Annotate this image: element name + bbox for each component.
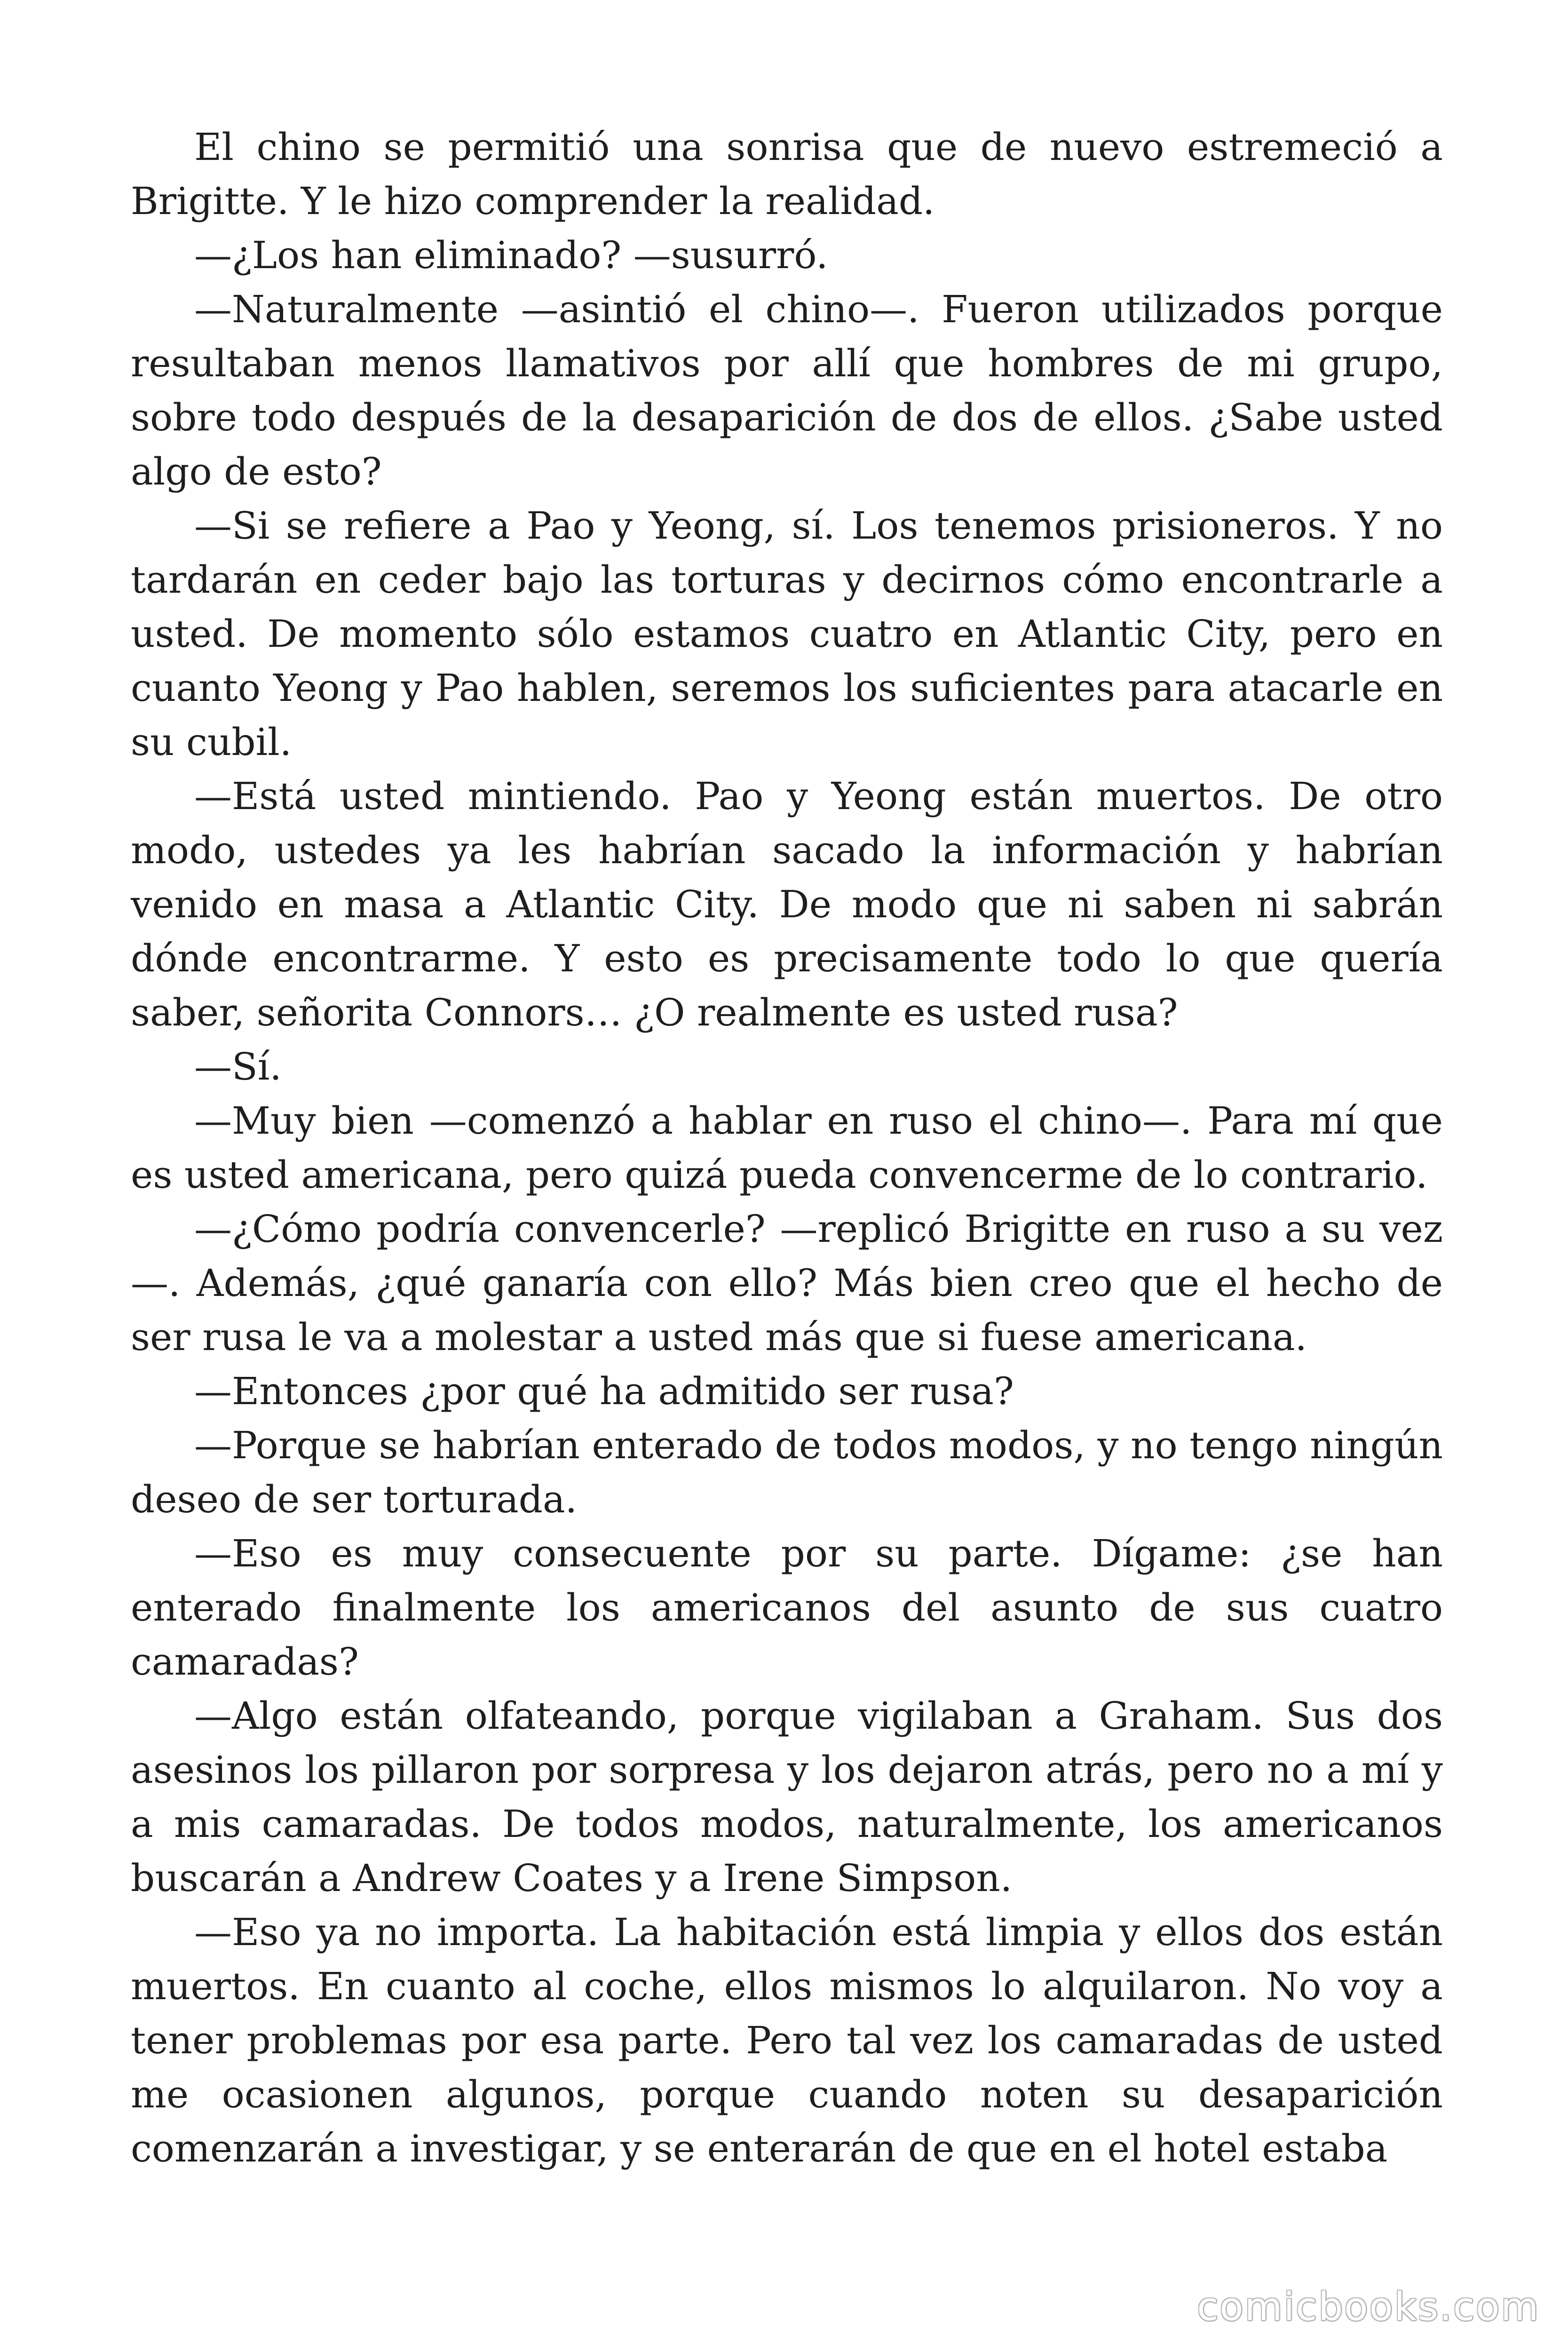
- paragraph: —Muy bien —comenzó a hablar en ruso el chino—. Para mí que es usted americana, pero quizá pueda convencerme de lo contrario.: [131, 1099, 1443, 1197]
- paragraph: —Algo están olfateando, porque vigilaban a Graham. Sus dos asesinos los pillaron por sorpresa y los dejaron atrás, pero no a mí y a mis camaradas. De todos modos, naturalmente, los americanos buscarán a Andrew Coates y a Irene Simpson.: [131, 1694, 1443, 1900]
- watermark: comicbooks.com: [1197, 2285, 1540, 2329]
- paragraph: —Eso es muy consecuente por su parte. Dígame: ¿se han enterado finalmente los americanos del asunto de sus cuatro camaradas?: [131, 1532, 1443, 1684]
- body-text: [131, 120, 1443, 2176]
- paragraph: —Porque se habrían enterado de todos modos, y no tengo ningún deseo de ser torturada.: [131, 1423, 1443, 1521]
- paragraph: —Si se refiere a Pao y Yeong, sí. Los tenemos prisioneros. Y no tardarán en ceder bajo las torturas y decirnos cómo encontrarle a usted. De momento sólo estamos cuatro en Atlantic City, pero en cuanto Yeong y Pao hablen, seremos los suficientes para atacarle en su cubil.: [131, 504, 1443, 764]
- paragraph: —Sí.: [194, 1045, 282, 1089]
- paragraph: —Eso ya no importa. La habitación está limpia y ellos dos están muertos. En cuanto al coche, ellos mismos lo alquilaron. No voy a tener problemas por esa parte. Pero tal vez los camaradas de usted me ocasionen algunos, porque cuando noten su desaparición comenzarán a investigar, y se enterarán de que en el hotel estaba: [131, 1910, 1443, 2170]
- paragraph: —¿Los han eliminado? —susurró.: [194, 233, 828, 277]
- paragraph: —Entonces ¿por qué ha admitido ser rusa?: [194, 1369, 1014, 1413]
- paragraph: —Está usted mintiendo. Pao y Yeong están muertos. De otro modo, ustedes ya les habrían sacado la información y habrían venido en masa a Atlantic City. De modo que ni saben ni sabrán dónde encontrarme. Y esto es precisamente todo lo que quería saber, señorita Connors… ¿O realmente es usted rusa?: [131, 774, 1443, 1034]
- paragraph: —¿Cómo podría convencerle? —replicó Brigitte en ruso a su vez —. Además, ¿qué ganaría con ello? Más bien creo que el hecho de ser rusa le va a molestar a usted más que si fuese americana.: [131, 1207, 1443, 1359]
- paragraph: —Naturalmente —asintió el chino—. Fueron utilizados porque resultaban menos llamativos por allí que hombres de mi grupo, sobre todo después de la desaparición de dos de ellos. ¿Sabe usted algo de esto?: [131, 287, 1443, 493]
- paragraph: El chino se permitió una sonrisa que de nuevo estremeció a Brigitte. Y le hizo comprender la realidad.: [131, 125, 1443, 223]
